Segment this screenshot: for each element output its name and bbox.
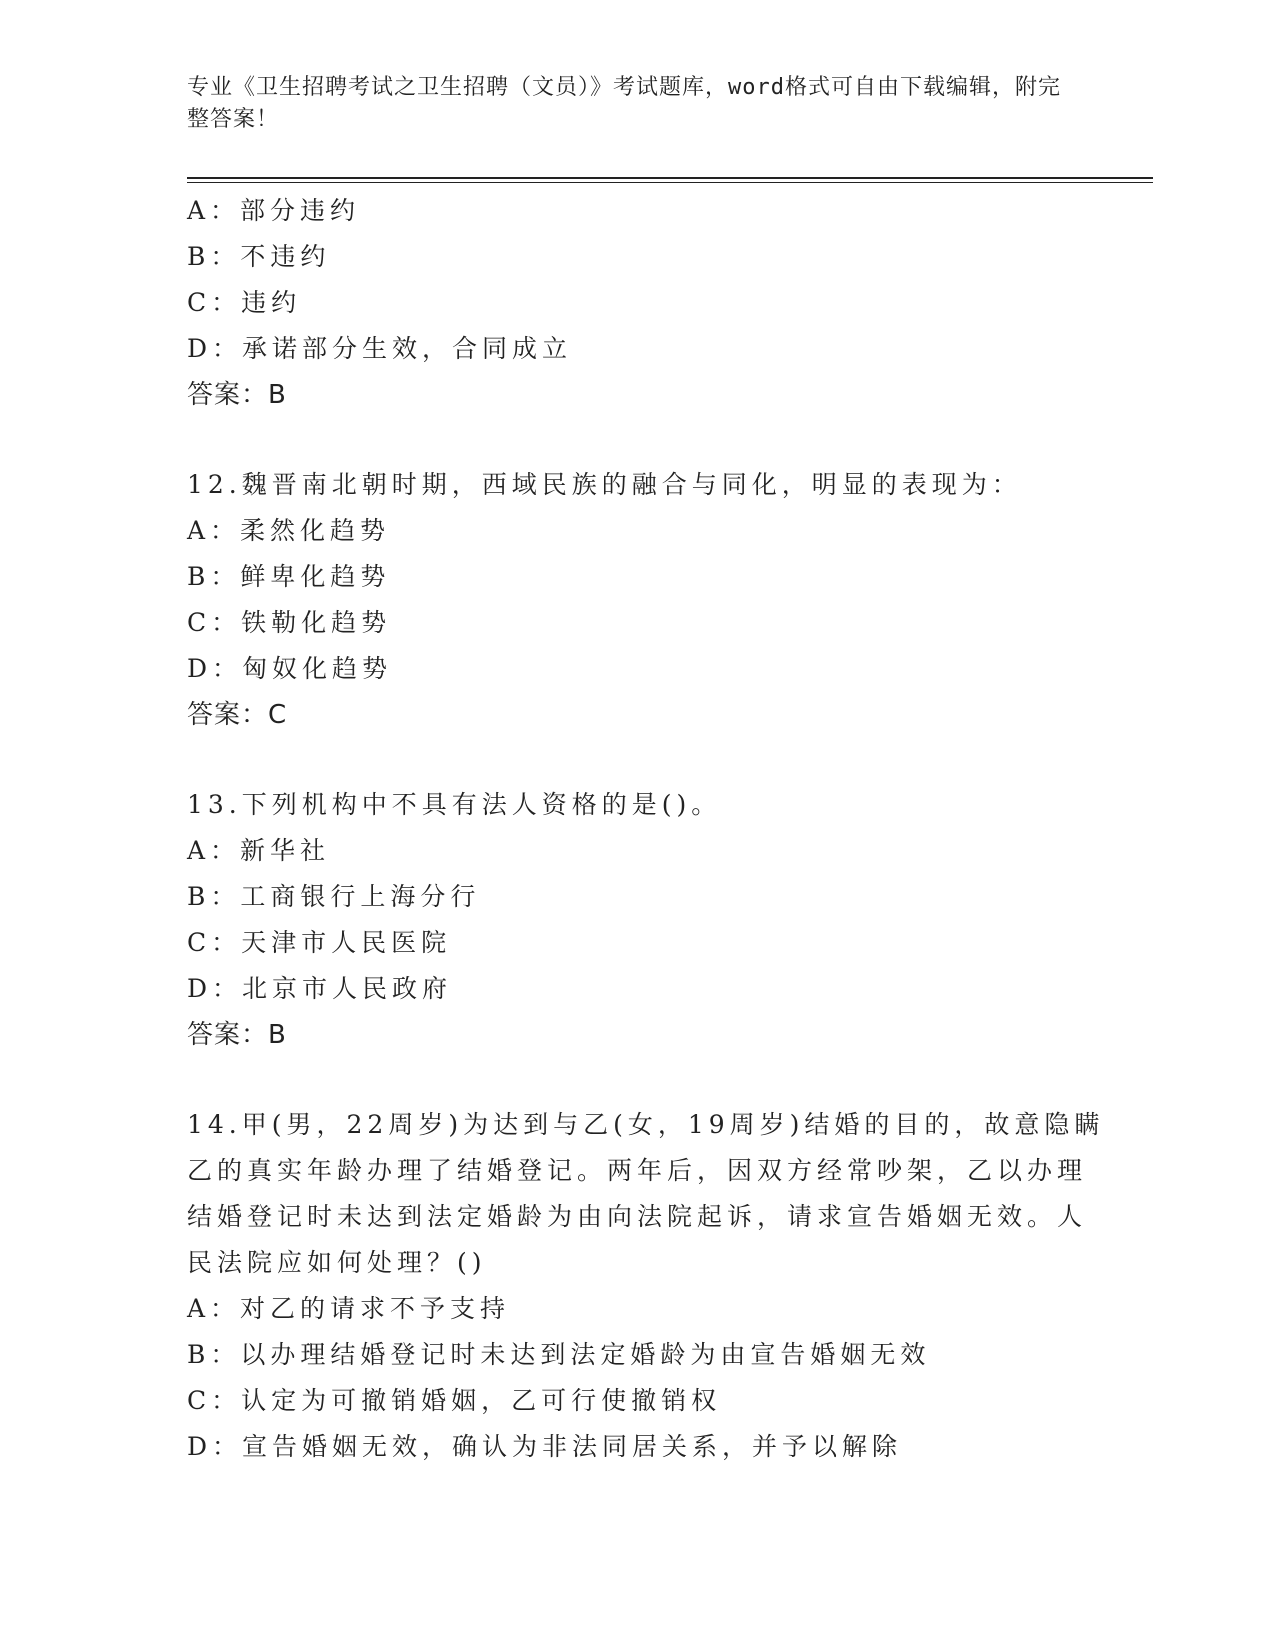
answer-label: 答案：B bbox=[187, 1020, 287, 1050]
option-b: B：不违约 bbox=[187, 242, 331, 271]
question-13 bbox=[187, 782, 1087, 1058]
option-a: A：柔然化趋势 bbox=[187, 516, 391, 545]
spacer bbox=[187, 1058, 1087, 1102]
question-11 bbox=[187, 188, 1087, 418]
header-rule-thick bbox=[187, 177, 1153, 179]
option-c: C：天津市人民医院 bbox=[187, 928, 452, 957]
document-header: 专业《卫生招聘考试之卫生招聘（文员）》考试题库，word格式可自由下载编辑，附完整答案！ bbox=[187, 75, 1061, 132]
option-d: D：宣告婚姻无效，确认为非法同居关系，并予以解除 bbox=[187, 1432, 903, 1461]
question-text: 13.下列机构中不具有法人资格的是()。 bbox=[187, 790, 722, 819]
question-text: 12.魏晋南北朝时期，西域民族的融合与同化，明显的表现为： bbox=[187, 470, 1022, 499]
option-c: C：违约 bbox=[187, 288, 302, 317]
option-d: D：北京市人民政府 bbox=[187, 974, 453, 1003]
question-text-line: 乙的真实年龄办理了结婚登记。两年后，因双方经常吵架，乙以办理 bbox=[187, 1156, 1088, 1185]
option-b: B：以办理结婚登记时未达到法定婚龄为由宣告婚姻无效 bbox=[187, 1340, 931, 1369]
option-b: B：工商银行上海分行 bbox=[187, 882, 481, 911]
question-content bbox=[187, 188, 1105, 1470]
answer-label: 答案：B bbox=[187, 380, 287, 410]
option-a: A：对乙的请求不予支持 bbox=[187, 1294, 511, 1323]
option-c: C：认定为可撤销婚姻，乙可行使撤销权 bbox=[187, 1386, 722, 1415]
header-rule-thin bbox=[187, 182, 1153, 183]
spacer bbox=[187, 738, 1087, 782]
spacer bbox=[187, 418, 1087, 462]
question-12 bbox=[187, 462, 1087, 738]
option-b: B：鲜卑化趋势 bbox=[187, 562, 391, 591]
question-text-line: 民法院应如何处理？() bbox=[187, 1248, 487, 1277]
option-c: C：铁勒化趋势 bbox=[187, 608, 392, 637]
question-text-line: 结婚登记时未达到法定婚龄为由向法院起诉，请求宣告婚姻无效。人 bbox=[187, 1202, 1088, 1231]
answer-label: 答案：C bbox=[187, 700, 288, 730]
option-a: A：部分违约 bbox=[187, 196, 361, 225]
option-d: D：匈奴化趋势 bbox=[187, 654, 393, 683]
option-d: D：承诺部分生效，合同成立 bbox=[187, 334, 573, 363]
question-text-line: 14.甲(男，22周岁)为达到与乙(女，19周岁)结婚的目的，故意隐瞒 bbox=[187, 1110, 1105, 1139]
question-14 bbox=[187, 1102, 1105, 1470]
option-a: A：新华社 bbox=[187, 836, 331, 865]
